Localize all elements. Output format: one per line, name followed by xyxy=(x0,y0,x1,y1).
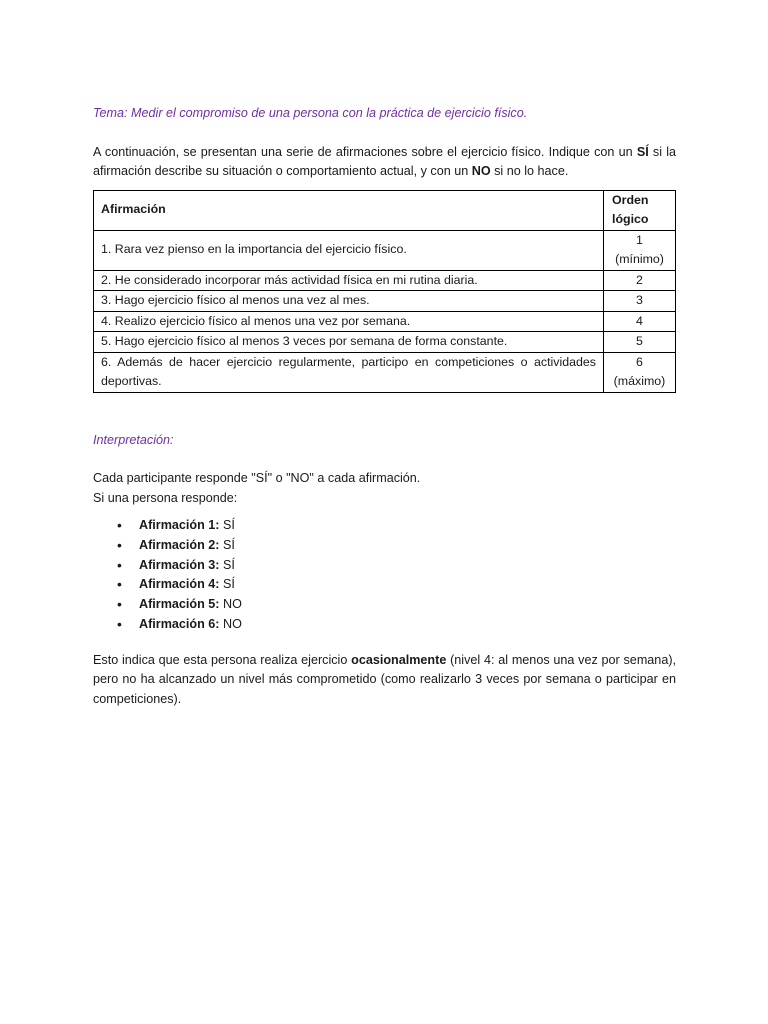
row-statement: 4. Realizo ejercicio físico al menos una vez por semana. xyxy=(94,311,604,332)
interpretation-line-1: Cada participante responde "SÍ" o "NO" a cada afirmación. xyxy=(93,471,421,485)
answer-label: Afirmación 2: xyxy=(139,537,220,552)
table-row xyxy=(94,291,676,312)
row-order xyxy=(604,352,676,392)
row-statement: 2. He considerado incorporar más actividad física en mi rutina diaria. xyxy=(94,270,604,291)
table-row xyxy=(94,311,676,332)
row-order xyxy=(604,230,676,270)
table-row xyxy=(94,230,676,270)
answer-label: Afirmación 4: xyxy=(139,577,220,592)
interpretation-heading: Interpretación: xyxy=(93,432,174,447)
header-order: Orden lógico xyxy=(604,190,676,230)
intro-bold-no: NO xyxy=(471,164,491,178)
answer-label: Afirmación 5: xyxy=(139,597,220,612)
answer-value: SÍ xyxy=(219,518,235,532)
statements-table xyxy=(93,190,676,393)
intro-text-2: si la afirmación describe su situación o comportamiento actual, y con un xyxy=(93,144,676,178)
row-statement: 5. Hago ejercicio físico al menos 3 veces por semana de forma constante. xyxy=(94,332,604,353)
closing-text-2: (nivel 4: al menos una vez por semana), pero no ha alcanzado un nivel más comprometido (como realizarlo 3 veces por semana o participar en competiciones). xyxy=(93,652,677,706)
list-item xyxy=(139,615,676,635)
row-statement: 6. Además de hacer ejercicio regularmente, participo en competiciones o actividades deportivas. xyxy=(94,352,604,392)
answer-label: Afirmación 3: xyxy=(139,557,220,572)
row-order: 2 xyxy=(604,270,676,291)
row-order: 4 xyxy=(604,311,676,332)
closing-text-1: Esto indica que esta persona realiza ejercicio xyxy=(93,652,352,667)
order-note: (mínimo) xyxy=(615,252,664,266)
row-order: 3 xyxy=(604,291,676,312)
row-statement: 3. Hago ejercicio físico al menos una vez al mes. xyxy=(94,291,604,312)
answer-value: SÍ xyxy=(219,557,235,572)
closing-paragraph xyxy=(93,651,676,710)
table-row xyxy=(94,270,676,291)
row-statement: 1. Rara vez pienso en la importancia del ejercicio físico. xyxy=(94,230,604,270)
answers-list xyxy=(93,516,676,635)
intro-paragraph xyxy=(93,143,676,182)
intro-bold-si: SÍ xyxy=(636,144,649,159)
intro-text-3: si no lo hace. xyxy=(490,164,569,178)
row-order: 5 xyxy=(604,332,676,353)
intro-text-1: A continuación, se presentan una serie de afirmaciones sobre el ejercicio físico. Indique con un xyxy=(93,144,637,159)
list-item xyxy=(139,536,676,556)
list-item xyxy=(139,556,676,576)
document-content xyxy=(93,104,676,709)
order-note: (máximo) xyxy=(613,374,666,388)
table-header-row xyxy=(94,190,676,230)
header-statement: Afirmación xyxy=(94,190,604,230)
answer-value: NO xyxy=(219,616,242,631)
answer-label: Afirmación 6: xyxy=(139,616,220,631)
interpretation-line-2: Si una persona responde: xyxy=(93,490,238,505)
list-item xyxy=(139,595,676,615)
table-row xyxy=(94,332,676,353)
list-item xyxy=(139,575,676,595)
table-row xyxy=(94,352,676,392)
answer-value: SÍ xyxy=(219,537,235,552)
order-number: 6 xyxy=(636,354,643,369)
order-number: 1 xyxy=(636,232,643,247)
answer-label: Afirmación 1: xyxy=(139,518,220,532)
interpretation-intro xyxy=(93,469,676,508)
closing-bold: ocasionalmente xyxy=(351,652,447,667)
answer-value: NO xyxy=(219,597,242,612)
answer-value: SÍ xyxy=(219,577,235,592)
topic-heading: Tema: Medir el compromiso de una persona con la práctica de ejercicio físico. xyxy=(93,106,528,120)
list-item xyxy=(139,516,676,536)
